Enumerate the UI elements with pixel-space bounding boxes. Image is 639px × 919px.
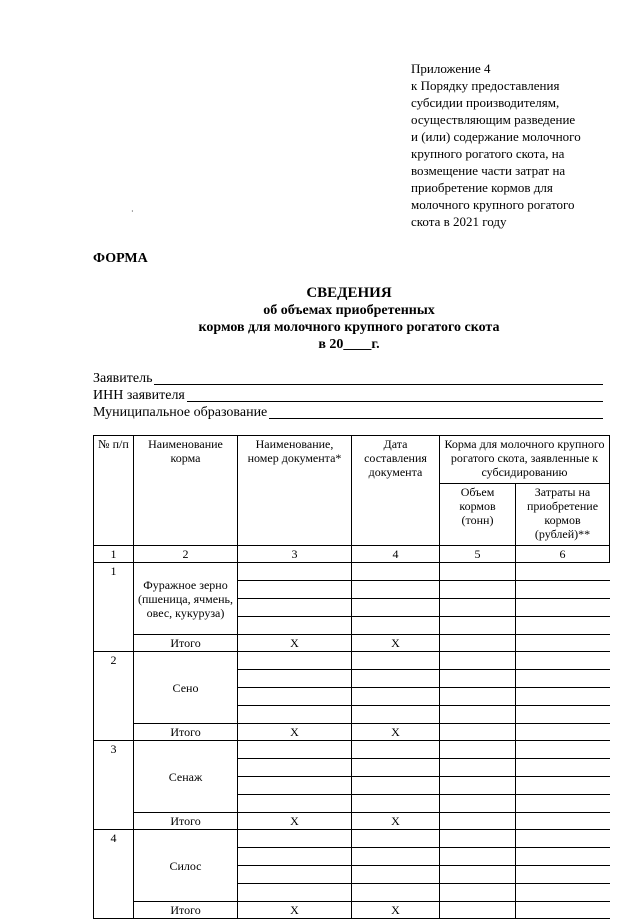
cost-cell[interactable] (516, 777, 610, 795)
doc-cell[interactable] (238, 848, 352, 866)
x-mark: X (238, 724, 352, 741)
doc-cell[interactable] (238, 741, 352, 759)
appendix-line: крупного рогатого скота, на (411, 146, 565, 161)
group-num: 4 (94, 830, 134, 919)
header-feed-name: Наименование корма (134, 436, 238, 546)
appendix-line: субсидии производителям, (411, 95, 560, 110)
date-cell[interactable] (352, 866, 440, 884)
feed-name: Сенаж (134, 741, 238, 813)
volume-cell[interactable] (440, 759, 516, 777)
form-label: ФОРМА (93, 251, 148, 266)
stray-dot: · (131, 207, 134, 216)
cost-cell[interactable] (516, 830, 610, 848)
title-main: СВЕДЕНИЯ (306, 285, 392, 301)
cost-cell[interactable] (516, 902, 610, 919)
title-year: в 20____г. (318, 337, 380, 352)
municipality-label: Муниципальное образование (93, 405, 268, 420)
date-cell[interactable] (352, 759, 440, 777)
doc-cell[interactable] (238, 884, 352, 902)
volume-cell[interactable] (440, 706, 516, 724)
date-cell[interactable] (352, 563, 440, 581)
column-number-row (94, 546, 610, 563)
title-line-2: об объемах приобретенных (263, 303, 435, 318)
volume-cell[interactable] (440, 670, 516, 688)
table-row (94, 563, 610, 581)
date-cell[interactable] (352, 617, 440, 635)
document-title (93, 285, 605, 353)
col-number: 3 (238, 546, 352, 563)
doc-cell[interactable] (238, 866, 352, 884)
cost-cell[interactable] (516, 581, 610, 599)
x-mark: X (238, 635, 352, 652)
doc-cell[interactable] (238, 688, 352, 706)
col-number: 4 (352, 546, 440, 563)
table-row (94, 830, 610, 848)
appendix-line: к Порядку предоставления (411, 78, 560, 93)
header-cost: Затраты на приобретение кормов (рублей)** (516, 484, 610, 546)
cost-cell[interactable] (516, 617, 610, 635)
x-mark: X (352, 902, 440, 919)
cost-cell[interactable] (516, 813, 610, 830)
total-label: Итого (134, 724, 238, 741)
date-cell[interactable] (352, 830, 440, 848)
header-document: Наименование, номер документа* (238, 436, 352, 546)
appendix-line: возмещение части затрат на (411, 163, 566, 178)
volume-cell[interactable] (440, 884, 516, 902)
cost-cell[interactable] (516, 795, 610, 813)
date-cell[interactable] (352, 599, 440, 617)
doc-cell[interactable] (238, 581, 352, 599)
header-num: № п/п (94, 436, 134, 546)
date-cell[interactable] (352, 581, 440, 599)
volume-cell[interactable] (440, 724, 516, 741)
feed-name: Сено (134, 652, 238, 724)
cost-cell[interactable] (516, 563, 610, 581)
applicant-field[interactable] (93, 370, 603, 387)
appendix-line: и (или) содержание молочного (411, 129, 581, 144)
volume-cell[interactable] (440, 813, 516, 830)
inn-line[interactable] (187, 400, 603, 402)
doc-cell[interactable] (238, 706, 352, 724)
volume-cell[interactable] (440, 688, 516, 706)
feed-table (93, 435, 610, 919)
total-label: Итого (134, 635, 238, 652)
doc-cell[interactable] (238, 670, 352, 688)
applicant-label: Заявитель (93, 371, 153, 386)
date-cell[interactable] (352, 848, 440, 866)
group-num: 2 (94, 652, 134, 741)
group-num: 1 (94, 563, 134, 652)
x-mark: X (238, 813, 352, 830)
volume-cell[interactable] (440, 795, 516, 813)
total-label: Итого (134, 902, 238, 919)
total-row (94, 813, 610, 830)
inn-field[interactable] (93, 387, 603, 404)
date-cell[interactable] (352, 652, 440, 670)
title-line-3: кормов для молочного крупного рогатого скота (198, 320, 500, 335)
cost-cell[interactable] (516, 866, 610, 884)
date-cell[interactable] (352, 706, 440, 724)
total-row (94, 635, 610, 652)
total-row (94, 902, 610, 919)
cost-cell[interactable] (516, 652, 610, 670)
col-number: 2 (134, 546, 238, 563)
doc-cell[interactable] (238, 599, 352, 617)
doc-cell[interactable] (238, 777, 352, 795)
municipality-line[interactable] (269, 417, 603, 419)
header-row (94, 436, 610, 484)
col-number: 1 (94, 546, 134, 563)
appendix-line: скота в 2021 году (411, 214, 507, 229)
appendix-line: осуществляющим разведение (411, 112, 576, 127)
cost-cell[interactable] (516, 848, 610, 866)
header-volume: Объем кормов (тонн) (440, 484, 516, 546)
date-cell[interactable] (352, 688, 440, 706)
volume-cell[interactable] (440, 652, 516, 670)
cost-cell[interactable] (516, 741, 610, 759)
cost-cell[interactable] (516, 635, 610, 652)
doc-cell[interactable] (238, 652, 352, 670)
appendix-line: приобретение кормов для (411, 180, 553, 195)
volume-cell[interactable] (440, 830, 516, 848)
cost-cell[interactable] (516, 884, 610, 902)
date-cell[interactable] (352, 795, 440, 813)
table-row (94, 741, 610, 759)
volume-cell[interactable] (440, 635, 516, 652)
date-cell[interactable] (352, 884, 440, 902)
volume-cell[interactable] (440, 581, 516, 599)
volume-cell[interactable] (440, 866, 516, 884)
volume-cell[interactable] (440, 741, 516, 759)
col-number: 5 (440, 546, 516, 563)
volume-cell[interactable] (440, 563, 516, 581)
volume-cell[interactable] (440, 599, 516, 617)
doc-cell[interactable] (238, 759, 352, 777)
group-num: 3 (94, 741, 134, 830)
total-row (94, 724, 610, 741)
header-group: Корма для молочного крупного рогатого скота, заявленные к субсидированию (440, 436, 610, 484)
volume-cell[interactable] (440, 902, 516, 919)
appendix-block (411, 60, 636, 230)
volume-cell[interactable] (440, 848, 516, 866)
date-cell[interactable] (352, 777, 440, 795)
appendix-line: молочного крупного рогатого (411, 197, 575, 212)
applicant-line[interactable] (154, 383, 603, 385)
municipality-field[interactable] (93, 404, 603, 421)
volume-cell[interactable] (440, 617, 516, 635)
cost-cell[interactable] (516, 706, 610, 724)
table-row (94, 652, 610, 670)
doc-cell[interactable] (238, 795, 352, 813)
date-cell[interactable] (352, 670, 440, 688)
feed-name: Фуражное зерно (пшеница, ячмень, овес, кукуруза) (134, 563, 238, 635)
header-date: Дата составления документа (352, 436, 440, 546)
cost-cell[interactable] (516, 759, 610, 777)
cost-cell[interactable] (516, 599, 610, 617)
cost-cell[interactable] (516, 688, 610, 706)
appendix-line: Приложение 4 (411, 61, 491, 76)
total-label: Итого (134, 813, 238, 830)
date-cell[interactable] (352, 741, 440, 759)
x-mark: X (352, 813, 440, 830)
cost-cell[interactable] (516, 724, 610, 741)
x-mark: X (238, 902, 352, 919)
doc-cell[interactable] (238, 563, 352, 581)
cost-cell[interactable] (516, 670, 610, 688)
col-number: 6 (516, 546, 610, 563)
inn-label: ИНН заявителя (93, 388, 185, 403)
feed-name: Силос (134, 830, 238, 902)
x-mark: X (352, 635, 440, 652)
doc-cell[interactable] (238, 617, 352, 635)
doc-cell[interactable] (238, 830, 352, 848)
volume-cell[interactable] (440, 777, 516, 795)
x-mark: X (352, 724, 440, 741)
